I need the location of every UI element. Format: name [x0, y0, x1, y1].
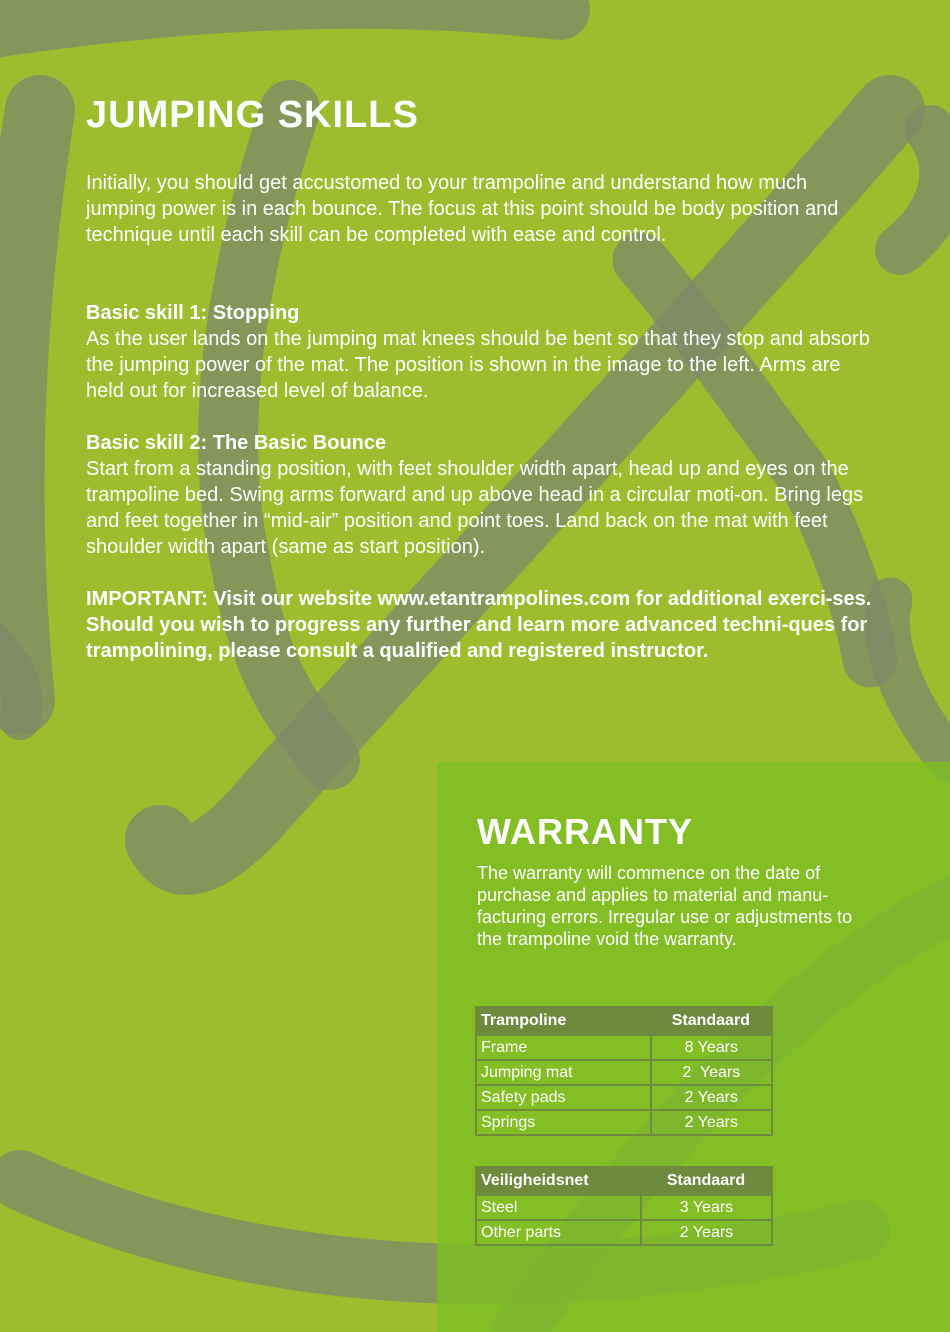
column-header: Veiligheidsnet — [476, 1167, 641, 1195]
table-cell-period: 2 Years — [641, 1220, 772, 1245]
table-row — [476, 1195, 772, 1220]
table-cell-period: 2 Years — [651, 1060, 772, 1085]
table-cell-part: Jumping mat — [476, 1060, 651, 1085]
table-cell-period: 8 Years — [651, 1035, 772, 1060]
skill-title: Basic skill 2: The Basic Bounce — [86, 432, 387, 454]
table-cell-period: 3 Years — [641, 1195, 772, 1220]
warranty-text: The warranty will commence on the date of purchase and applies to material and manu-facturing errors. Irregular use or adjustments to the trampoline void the warranty. — [477, 863, 853, 949]
trampoline-warranty-table — [475, 1006, 773, 1136]
column-header: Trampoline — [476, 1007, 651, 1035]
table-header-row — [476, 1007, 772, 1035]
table-cell-period: 2 Years — [651, 1110, 772, 1135]
important-notice: IMPORTANT: Visit our website www.etantrampolines.com for additional exerci-ses. Should you wish to progress any further and learn more advanced techni-ques for trampolining, please consult a qualified and registered instructor. — [86, 588, 872, 662]
swoosh-hand — [900, 130, 944, 250]
skill-title: Basic skill 1: Stopping — [86, 302, 300, 324]
column-header: Standaard — [651, 1007, 772, 1035]
table-row — [476, 1110, 772, 1135]
safety-net-warranty-table — [475, 1166, 773, 1246]
swoosh-right-curve — [888, 600, 950, 760]
table-cell-part: Springs — [476, 1110, 651, 1135]
table-row — [476, 1220, 772, 1245]
table-cell-part: Other parts — [476, 1220, 641, 1245]
column-header: Standaard — [641, 1167, 772, 1195]
skill-block-basic-bounce — [86, 430, 876, 560]
warranty-panel — [437, 762, 950, 1332]
skill-text: Start from a standing position, with feet shoulder width apart, head up and eyes on the trampoline bed. Swing arms forward and up above head in a circular moti-on. Bring legs and feet together in “mid-air” position and point toes. Land back on the mat with feet shoulder width apart (same as start position). — [86, 458, 864, 558]
swoosh-left-band — [10, 110, 40, 700]
table-cell-part: Steel — [476, 1195, 641, 1220]
warranty-title: WARRANTY — [477, 811, 693, 852]
jumping-skills-title: JUMPING SKILLS — [86, 94, 419, 136]
skill-text: As the user lands on the jumping mat knees should be bent so that they stop and absorb the jumping power of the mat. The position is shown in the image to the left. Arms are held out for increased level of balance. — [86, 328, 870, 402]
warranty-header — [477, 810, 877, 950]
swoosh-top-arc — [0, 0, 560, 30]
table-row — [476, 1085, 772, 1110]
table-cell-period: 2 Years — [651, 1085, 772, 1110]
skill-block-stopping — [86, 300, 876, 404]
table-cell-part: Safety pads — [476, 1085, 651, 1110]
swoosh-left-lower — [0, 640, 22, 720]
jumping-skills-section — [86, 92, 886, 664]
table-row — [476, 1035, 772, 1060]
jumping-intro-text: Initially, you should get accustomed to your trampoline and understand how much jumping power is in each bounce. The focus at this point should be body position and technique until each skill can be completed with ease and control. — [86, 172, 839, 246]
table-row — [476, 1060, 772, 1085]
table-cell-part: Frame — [476, 1035, 651, 1060]
table-header-row — [476, 1167, 772, 1195]
